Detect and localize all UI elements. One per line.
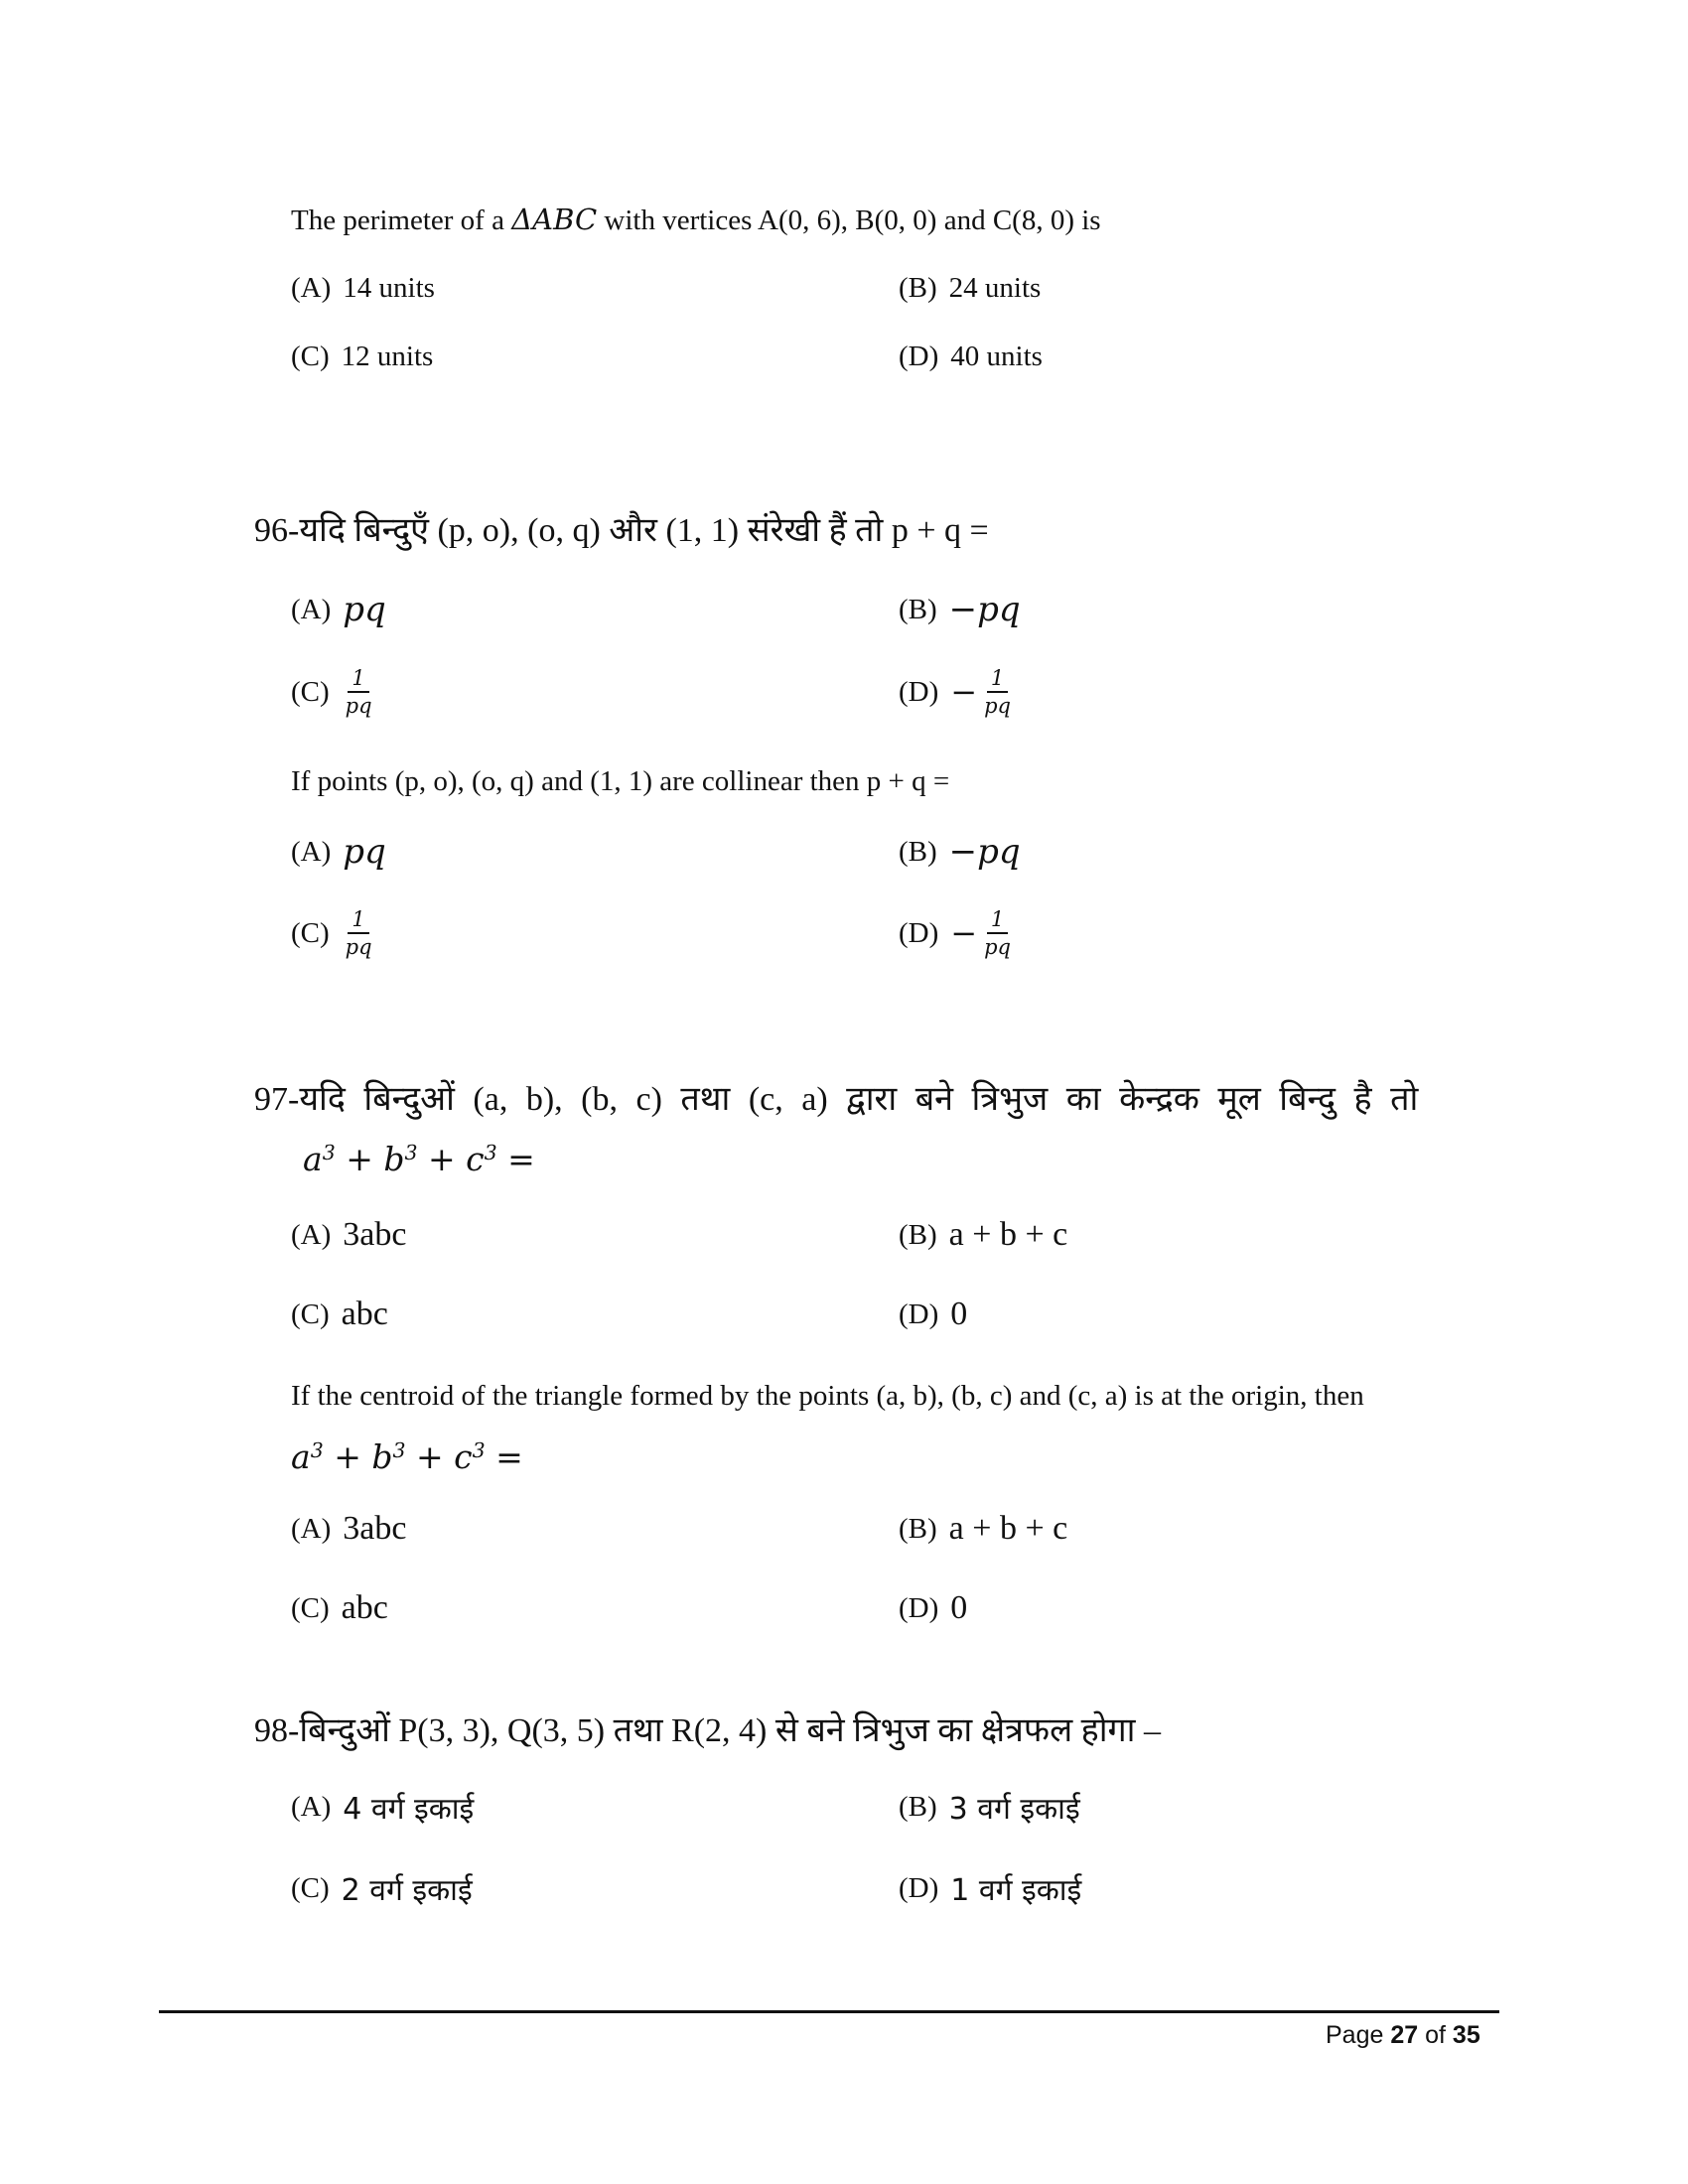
fraction-numerator: 1 — [987, 908, 1008, 934]
option-label: (B) — [899, 1218, 937, 1251]
option-text: −pq — [948, 832, 1021, 872]
exponent: 3 — [404, 1140, 418, 1164]
option-label: (D) — [899, 1591, 939, 1624]
plus-sign: + — [346, 1140, 373, 1178]
var-c: c — [466, 1140, 485, 1178]
fraction — [980, 908, 1015, 958]
q95-triangle-symbol: ΔABC — [511, 203, 598, 236]
q96-hi-option-d — [899, 667, 1015, 717]
option-label: (D) — [899, 1872, 939, 1904]
var-a: a — [303, 1140, 323, 1178]
fraction-numerator: 1 — [348, 908, 368, 934]
q98-option-d — [899, 1868, 1081, 1909]
option-label: (A) — [291, 593, 332, 625]
q98-stem-hindi: 98-बिन्दुओं P(3, 3), Q(3, 5) तथा R(2, 4) से बने त्रिभुज का क्षेत्रफल होगा – — [254, 1712, 1161, 1749]
q97-en-option-b — [899, 1510, 1067, 1548]
minus-sign: − — [950, 673, 978, 712]
option-text: abc — [341, 1589, 388, 1626]
option-text: 0 — [950, 1296, 968, 1332]
plus-sign: + — [334, 1437, 361, 1476]
fraction-denominator: pq — [984, 694, 1011, 719]
option-label: (B) — [899, 1791, 937, 1823]
q97-hi-option-a — [291, 1216, 406, 1254]
q96-hi-option-b — [899, 590, 1021, 629]
option-label: (D) — [899, 341, 939, 372]
option-label: (C) — [291, 341, 330, 372]
exponent: 3 — [322, 1140, 336, 1164]
q96-en-option-b — [899, 832, 1021, 872]
option-text: 24 units — [948, 272, 1042, 304]
q97-en-option-c — [291, 1589, 388, 1627]
q97-en-option-d — [899, 1589, 967, 1627]
q97-expression-hindi — [303, 1140, 535, 1178]
footer-divider — [159, 2010, 1499, 2013]
exponent: 3 — [484, 1140, 497, 1164]
q96-en-option-d — [899, 908, 1015, 958]
option-label: (B) — [899, 272, 937, 304]
option-text: a + b + c — [948, 1216, 1068, 1253]
option-text: 12 units — [341, 341, 434, 372]
of-word: of — [1425, 2021, 1446, 2049]
q98-option-b — [899, 1787, 1080, 1828]
var-b: b — [371, 1437, 393, 1476]
var-c: c — [454, 1437, 473, 1476]
var-a: a — [291, 1437, 311, 1476]
q95-option-d — [899, 341, 1043, 373]
option-label: (B) — [899, 1512, 937, 1545]
q95-stem-part1: The perimeter of a — [291, 205, 512, 236]
q97-stem-hindi: 97-यदि बिन्दुओं (a, b), (b, c) तथा (c, a) द्वारा बने त्रिभुज का केन्द्रक मूल बिन्दु है तो — [254, 1081, 1419, 1118]
option-label: (B) — [899, 593, 937, 625]
option-text: abc — [341, 1296, 388, 1332]
q95-option-b — [899, 272, 1041, 305]
option-label: (C) — [291, 916, 330, 949]
q96-hi-option-c — [291, 667, 376, 717]
fraction-denominator: pq — [345, 935, 372, 960]
q95-option-c — [291, 341, 433, 373]
option-label: (D) — [899, 675, 939, 708]
fraction-numerator: 1 — [348, 667, 368, 693]
exponent: 3 — [392, 1437, 406, 1462]
page-number — [1326, 2021, 1480, 2050]
page-word: Page — [1326, 2021, 1384, 2049]
q96-en-option-c — [291, 908, 376, 958]
plus-sign: + — [416, 1437, 444, 1476]
fraction — [980, 667, 1015, 717]
option-label: (B) — [899, 835, 937, 868]
option-text: 2 वर्ग इकाई — [341, 1873, 473, 1908]
var-b: b — [383, 1140, 405, 1178]
option-text: 14 units — [343, 272, 435, 304]
minus-sign: − — [950, 914, 978, 953]
option-label: (C) — [291, 675, 330, 708]
q97-hi-option-b — [899, 1216, 1067, 1254]
q96-en-option-a — [291, 832, 386, 872]
fraction-denominator: pq — [345, 694, 372, 719]
q97-en-option-a — [291, 1510, 406, 1548]
fraction — [342, 667, 376, 717]
option-label: (A) — [291, 272, 332, 304]
option-text: 1 वर्ग इकाई — [950, 1873, 1082, 1908]
fraction — [342, 908, 376, 958]
option-text: 3 वर्ग इकाई — [948, 1792, 1080, 1827]
q97-expression-english — [291, 1437, 523, 1476]
q97-stem-english: If the centroid of the triangle formed by the points (a, b), (b, c) and (c, a) is at the origin, then — [291, 1380, 1364, 1412]
exponent: 3 — [472, 1437, 486, 1462]
total-pages: 35 — [1452, 2021, 1480, 2049]
equals-sign: = — [507, 1140, 535, 1178]
option-label: (C) — [291, 1297, 330, 1330]
option-label: (D) — [899, 1297, 939, 1330]
option-label: (A) — [291, 835, 332, 868]
q95-stem-part2: with vertices A(0, 6), B(0, 0) and C(8, 0) is — [597, 205, 1101, 236]
q95-option-a — [291, 272, 435, 305]
option-text: −pq — [948, 590, 1021, 629]
option-label: (D) — [899, 916, 939, 949]
fraction-numerator: 1 — [987, 667, 1008, 693]
option-text: 3abc — [343, 1510, 407, 1547]
option-text: 3abc — [343, 1216, 407, 1253]
exponent: 3 — [310, 1437, 324, 1462]
q97-hi-option-c — [291, 1296, 388, 1333]
q97-hi-option-d — [899, 1296, 967, 1333]
option-label: (A) — [291, 1791, 332, 1823]
option-text: pq — [343, 832, 386, 872]
equals-sign: = — [495, 1437, 523, 1476]
option-label: (A) — [291, 1512, 332, 1545]
option-text: 0 — [950, 1589, 968, 1626]
q96-stem-hindi: 96-यदि बिन्दुएँ (p, o), (o, q) और (1, 1) संरेखी हैं तो p + q = — [254, 512, 989, 549]
q95-stem — [291, 203, 1101, 237]
q96-stem-english: If points (p, o), (o, q) and (1, 1) are collinear then p + q = — [291, 765, 950, 797]
option-label: (A) — [291, 1218, 332, 1251]
option-text: 4 वर्ग इकाई — [343, 1792, 475, 1827]
option-text: a + b + c — [948, 1510, 1068, 1547]
option-text: pq — [343, 590, 386, 629]
plus-sign: + — [428, 1140, 456, 1178]
current-page: 27 — [1390, 2021, 1419, 2049]
option-label: (C) — [291, 1872, 330, 1904]
q98-option-c — [291, 1868, 473, 1909]
option-text: 40 units — [950, 341, 1043, 372]
q96-hi-option-a — [291, 590, 386, 629]
fraction-denominator: pq — [984, 935, 1011, 960]
q98-option-a — [291, 1787, 474, 1828]
option-label: (C) — [291, 1591, 330, 1624]
